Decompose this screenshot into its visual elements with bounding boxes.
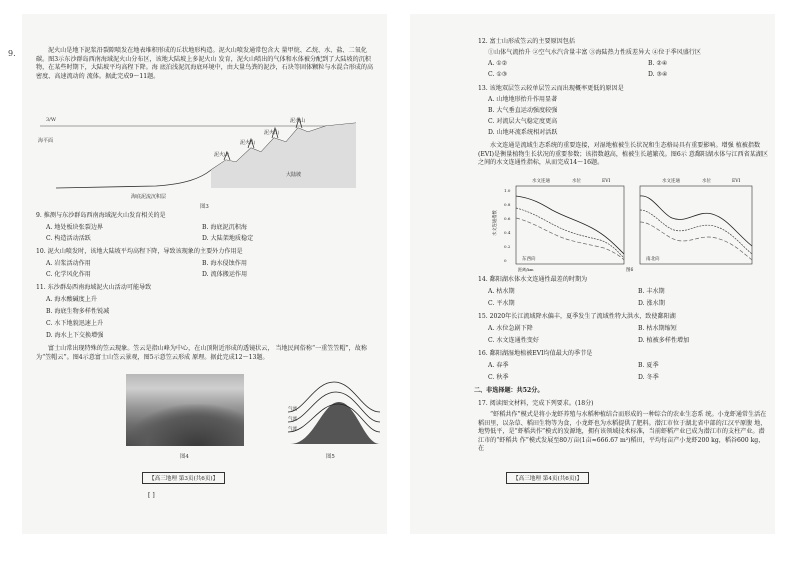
panel1-line-2 xyxy=(516,208,624,258)
y-tick: 0 xyxy=(504,258,507,263)
y-axis-label: 水文连通指数 xyxy=(493,210,498,236)
q14-option-b: B. 丰水期 xyxy=(638,288,665,295)
figure-4-caption: 图4 xyxy=(180,454,189,460)
q9-option-d: D. 大陆架地质稳定 xyxy=(202,235,254,242)
figure-3-caption: 图3 xyxy=(200,204,209,210)
y-tick: 0.6 xyxy=(504,216,511,221)
question-17-stem: 17. 阅读图文材料，完成下列要求。(18分) xyxy=(478,400,594,407)
q12-option-d: D. ③④ xyxy=(648,71,668,78)
q14-option-d: D. 涨水期 xyxy=(638,300,665,307)
question-15-stem: 15. 2020年长江流域降水偏丰，夏季发生了流域性特大洪水，致使鄱阳湖 xyxy=(478,313,676,320)
q10-option-a: A. 岩浆活动作用 xyxy=(46,260,91,267)
flow-label: 气流 xyxy=(288,407,297,412)
page-footer: 【高三地理 第3页(共6页)】 xyxy=(142,472,225,484)
panel-1-frame xyxy=(516,186,624,264)
q12-option-c: C. ①③ xyxy=(488,71,508,78)
q9-option-a: A. 地处板块张裂边界 xyxy=(46,224,104,231)
q15-option-c: C. 水文连通性变好 xyxy=(488,337,539,344)
legend-label: 水文连通 xyxy=(532,179,550,184)
mountain-shape xyxy=(126,404,244,446)
q11-option-d: D. 海水上下交换增强 xyxy=(46,332,104,339)
q16-option-b: B. 夏季 xyxy=(638,362,659,369)
volcano-label: 泥火山 xyxy=(290,118,306,124)
q16-option-a: A. 春季 xyxy=(488,362,509,369)
q11-option-b: B. 海底生物多样性锐减 xyxy=(46,308,110,315)
panel1-line-1 xyxy=(516,196,624,254)
question-9-stem: 9. 推测与东沙群岛西南海域泥火山发育相关的是 xyxy=(36,212,166,219)
x-axis-label: 距离/km xyxy=(518,267,534,272)
question-16-stem: 16. 鄱阳湖湿地植被EVI均值最大的季节是 xyxy=(478,350,593,357)
q10-option-c: C. 化学风化作用 xyxy=(46,271,91,278)
q13-option-d: D. 山地环流系统相对活跃 xyxy=(488,129,558,136)
q14-option-a: A. 枯水期 xyxy=(488,288,515,295)
panel-2-label: 南北向 xyxy=(646,257,660,262)
sediment-label: 海底泥流沉积层 xyxy=(131,194,167,200)
legend-label: 水位 xyxy=(702,179,711,184)
figure-3-diagram xyxy=(36,108,376,203)
y-tick: 1.0 xyxy=(504,188,511,193)
figure-5-caption: 图5 xyxy=(326,454,335,460)
q12-statements: ①山体气流抬升 ②空气水汽含量丰富 ③海陆热力性质差异大 ④位于季风盛行区 xyxy=(488,49,701,56)
q13-option-a: A. 山地地形抬升作用显著 xyxy=(488,96,558,103)
y-tick: 0.2 xyxy=(504,244,511,249)
left-page xyxy=(8,14,387,534)
volcano-label: 泥火山 xyxy=(240,140,256,146)
bottom-mark: [ ] xyxy=(148,492,155,499)
q12-option-b: B. ②④ xyxy=(648,60,668,67)
question-13-stem: 13. 该地双层笠云较单层笠云而出现概率更低的原因是 xyxy=(478,85,624,92)
q15-option-a: A. 水位急剧下降 xyxy=(488,325,533,332)
y-tick: 0.8 xyxy=(504,202,511,207)
panel2-line-2 xyxy=(640,210,752,254)
intro-paragraph-2: 富士山常出现特殊的笠云现象。笠云是指山峰为中心，在山顶附近形成的透镜状云， 当地民间俗称“一重笠笠帽”，故称为“笠帽云”。图4示意富士山笠云景观，图5示意笠云形成 原理。据此完成12～13题。 xyxy=(36,345,367,361)
q10-option-d: D. 流体搬运作用 xyxy=(202,271,248,278)
legend-label: 水文连通 xyxy=(662,179,680,184)
intro-paragraph-3: 水文连通是流域生态系统的重要连接，对湿地植被生长状况和生态格局具有重要影响。增强 植被指数(EVI)是衡量植物生长状况的重要参数；该指数越高，植被生长越繁茂。图6示 意鄱阳湖水体与江西省某湖区之间的水文连通性指标，从而完成14～16题。 xyxy=(478,142,768,167)
legend-label: 水位 xyxy=(572,179,581,184)
mountain-silhouette xyxy=(290,402,380,444)
q13-option-b: B. 大气垂直运动强度较强 xyxy=(488,107,558,114)
q12-option-a: A. ①② xyxy=(488,60,508,67)
q17-material: “虾稻共作”模式是将小龙虾养殖与水稻种植结合而形成的一种综合的农业生态系 统。小龙虾通常生活在稻田里，以杂草、稻田生物等为食，小龙虾也为水稻提供了肥料。潜江市位于湖北省中部的江汉平原腹 地，地势低平，是“虾稻共作”模式的发源地，拥有该领域技术标准，当前虾稻产业已成为潜江市的支柱产业。潜江市的“虾稻共 作”模式发展至80万亩(1亩≈666.67 m²)稻田，平均每亩产小龙虾200 kg，稻谷600 kg，在 xyxy=(478,411,767,453)
section-heading: 二、非选择题：共52分。 xyxy=(474,387,544,394)
sea-level-label: 海平面 xyxy=(38,138,54,144)
q9-option-c: C. 构造活动活跃 xyxy=(46,235,91,242)
flow-label: 气流 xyxy=(288,427,297,432)
margin-mark: 9. xyxy=(8,49,16,58)
volcano-label: 泥火山 xyxy=(264,130,280,136)
slope-label: 大陆坡 xyxy=(286,172,302,178)
right-page xyxy=(410,14,775,534)
figure-6-caption: 图6 xyxy=(626,268,634,272)
panel-2-frame xyxy=(640,186,752,264)
question-11-stem: 11. 东沙群岛西南海域泥火山活动可能导致 xyxy=(36,284,152,291)
legend-label: EVI xyxy=(732,179,741,184)
figure-4-photo xyxy=(126,374,244,446)
q9-option-b: B. 海底泥沉积海 xyxy=(202,224,247,231)
q10-option-b: B. 海水侵蚀作用 xyxy=(202,260,247,267)
panel-1-label: 东西向 xyxy=(522,257,536,262)
volcano-label: 泥火山 xyxy=(214,152,230,158)
flow-label: 气流 xyxy=(288,417,297,422)
legend-label: EVI xyxy=(602,179,611,184)
question-14-stem: 14. 鄱阳湖水体水文连通性最差的时期为 xyxy=(478,276,588,283)
q15-option-b: B. 枯水期缩短 xyxy=(638,325,677,332)
fig3-marker: 3/W xyxy=(46,117,57,123)
question-10-stem: 10. 泥火山喷发时，该地大陆坡平均高程下降，导致该现象的主要外力作用是 xyxy=(36,248,243,255)
panel2-line-3 xyxy=(640,222,752,260)
question-12-stem: 12. 富士山形成笠云的主要原因包括 xyxy=(478,38,575,45)
q16-option-c: C. 秋季 xyxy=(488,374,509,381)
q11-option-c: C. 水下地貌迅速上升 xyxy=(46,320,104,327)
figure-5-diagram xyxy=(284,372,384,450)
q11-option-a: A. 海水酸碱度上升 xyxy=(46,296,97,303)
slope-fill xyxy=(211,123,356,188)
q15-option-d: D. 植被多样性增加 xyxy=(638,337,690,344)
figure-6-chart xyxy=(492,174,762,272)
q13-option-c: C. 对流层大气稳定度更高 xyxy=(488,118,558,125)
q16-option-d: D. 冬季 xyxy=(638,374,659,381)
page-footer: 【高三地理 第4页(共6页)】 xyxy=(506,472,589,484)
intro-paragraph: 泥火山是地下泥浆沿裂隙喷发在地表堆积形成的丘状地形构造。泥火山喷发通常包含大 量甲烷、乙烷、水、盐、二氧化碳。图3示东沙群岛西南海域泥火山分布区，该地大陆坡上多泥火山 发育，泥火山喷出的气体和水体被分配到了大陆坡的沉积物，在某些时期下，大陆坡平均高程下降。海 底泊浅泥沉海底环境中，由大量鸟粪的泥沙，石块等固体颗粒与水混合形成的高密度、高速流动的 流体。据此完成9～11题。 xyxy=(36,47,374,80)
y-tick: 0.4 xyxy=(504,230,511,235)
q14-option-c: C. 平水期 xyxy=(488,300,515,307)
